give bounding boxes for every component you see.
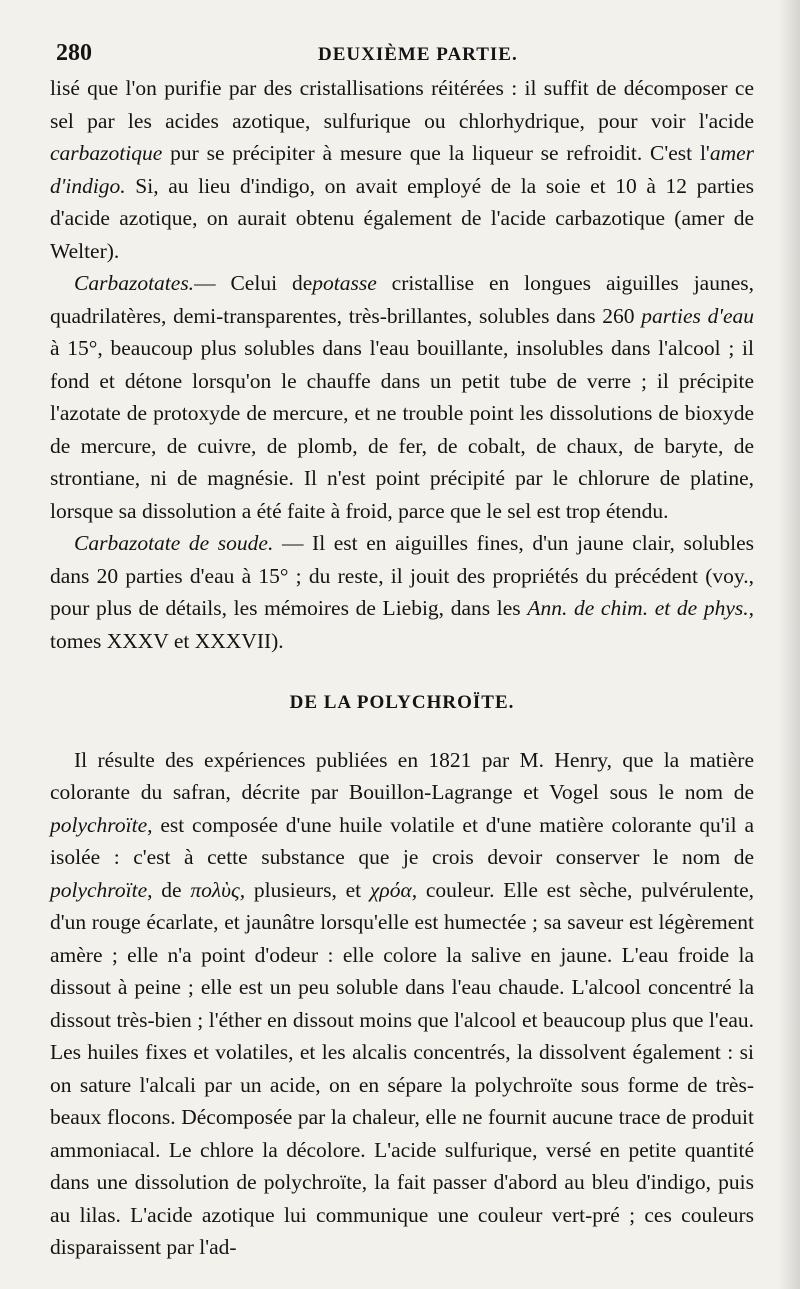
paragraph-continuation: lisé que l'on purifie par des cristallisations réitérées : il suffit de décomposer ce sel par les acides azotique, sulfurique ou chlorhydrique, pour voir l'acide carbazotique pur se précipiter à mesure que la liqueur se refroidit. C'est l'amer d'indigo. Si, au lieu d'indigo, on avait employé de la soie et 10 à 12 parties d'acide azotique, on aurait obtenu également de l'acide carbazotique (amer de Welter).: [50, 76, 754, 263]
paragraph-lead: Carbazotates.: [74, 271, 195, 295]
page-body: [50, 72, 754, 1264]
page-number: 280: [56, 40, 92, 66]
page-header: [56, 40, 756, 70]
paragraph-lead: Carbazotate de soude.: [74, 531, 274, 555]
page-edge-shadow: [778, 0, 800, 1289]
running-head: DEUXIÈME PARTIE.: [318, 44, 518, 65]
paragraph-polychroite: Il résulte des expériences publiées en 1821 par M. Henry, que la matière colorante du safran, décrite par Bouillon-Lagrange et Vogel sous le nom de polychroïte, est composée d'une huile volatile et d'une matière colorante qu'il a isolée : c'est à cette substance que je crois devoir conserver le nom de polychroïte, de πολὺς, plusieurs, et χρόα, couleur. Elle est sèche, pulvérulente, d'un rouge écarlate, et jaunâtre lorsqu'elle est humectée ; sa saveur est légèrement amère ; elle n'a point d'odeur : elle colore la salive en jaune. L'eau froide la dissout à peine ; elle est un peu soluble dans l'eau chaude. L'alcool concentré la dissout très-bien ; l'éther en dissout moins que l'alcool et beaucoup plus que l'eau. Les huiles fixes et volatiles, et les alcalis concentrés, la dissolvent également : si on sature l'alcali par un acide, on en sépare la polychroïte sous forme de très-beaux flocons. Décomposée par la chaleur, elle ne fournit aucune trace de produit ammoniacal. Le chlore la décolore. L'acide sulfurique, versé en petite quantité dans une dissolution de polychroïte, la fait passer d'abord au bleu d'indigo, puis au lilas. L'acide azotique lui communique une couleur vert-pré ; ces couleurs disparaissent par l'ad-: [50, 747, 755, 1259]
section-title: DE LA POLYCHROÏTE.: [289, 692, 515, 713]
paragraph-carbazotate-soude: Carbazotate de soude. — Il est en aiguilles fines, d'un jaune clair, solubles dans 20 parties d'eau à 15° ; du reste, il jouit des propriétés du précédent (voy., pour plus de détails, les mémoires de Liebig, dans les Ann. de chim. et de phys., tomes XXXV et XXXVII).: [50, 531, 755, 653]
paragraph-carbazotates: Carbazotates.— Celui depotasse cristallise en longues aiguilles jaunes, quadrilatères, demi-transparentes, très-brillantes, solubles dans 260 parties d'eau à 15°, beaucoup plus solubles dans l'eau bouillante, insolubles dans l'alcool ; il fond et détone lorsqu'on le chauffe dans un petit tube de verre ; il précipite l'azotate de protoxyde de mercure, et ne trouble point les dissolutions de bioxyde de mercure, de cuivre, de plomb, de fer, de cobalt, de chaux, de baryte, de strontiane, ni de magnésie. Il n'est point précipité par le chlorure de platine, lorsque sa dissolution a été faite à froid, parce que le sel est trop étendu.: [50, 271, 754, 523]
